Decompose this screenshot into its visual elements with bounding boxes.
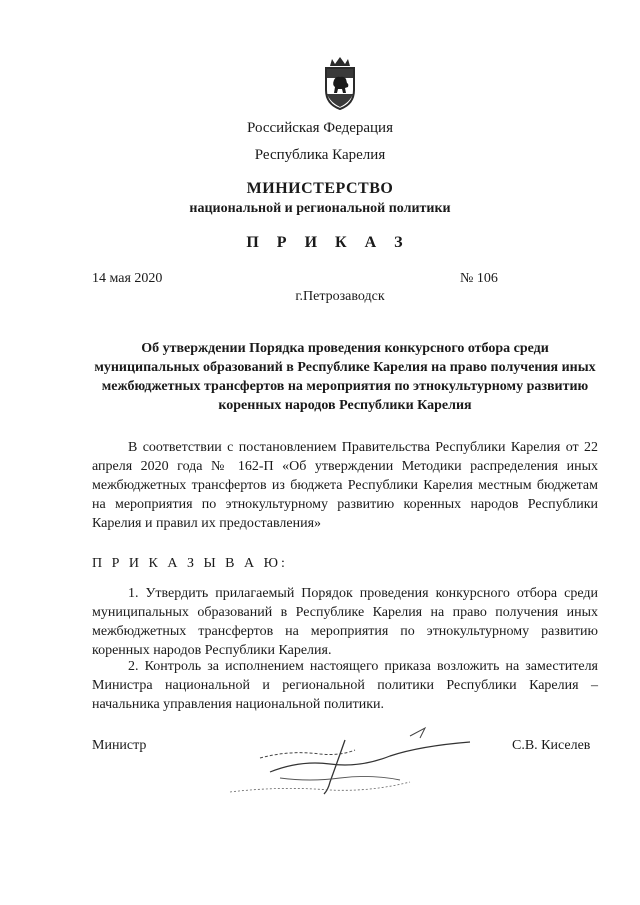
country-line: Российская Федерация: [247, 120, 393, 136]
ministry-subtitle: национальной и региональной политики: [189, 201, 451, 216]
region-line: Республика Карелия: [254, 147, 386, 163]
handwritten-signature: [220, 720, 480, 800]
order-word: П Р И К А З Ы В А Ю:: [92, 556, 288, 571]
document-type: П Р И К А З: [246, 234, 410, 251]
ministry-title: МИНИСТЕРСТВО: [246, 180, 394, 197]
order-item-2: 2. Контроль за исполнением настоящего приказа возложить на заместителя Министра национальной и региональной политики Республики Карелия – начальника управления национальной политики.: [92, 659, 598, 712]
order-number: № 106: [460, 271, 498, 286]
order-city: г.Петрозаводск: [295, 289, 385, 304]
signatory-position: Министр: [92, 738, 147, 753]
order-item-1: 1. Утвердить прилагаемый Порядок проведения конкурсного отбора среди муниципальных образований в Республике Карелия на право получения иных межбюджетных трансфертов на мероприятия по этнокультурному развитию коренных народов Республики Карелия.: [92, 586, 598, 658]
karelia-coat-of-arms-icon: [322, 56, 358, 110]
order-date: 14 мая 2020: [92, 271, 163, 286]
basis-paragraph: В соответствии с постановлением Правительства Республики Карелия от 22 апреля 2020 года № 162-П «Об утверждении Методики распределения иных межбюджетных трансфертов из бюджета Республики Карелия местным бюджетам на мероприятия по этнокультурному развитию коренных народов Республики Карелия и правил их предоставления»: [92, 440, 598, 531]
signatory-name: С.В. Киселев: [512, 738, 591, 753]
order-title: Об утверждении Порядка проведения конкурсного отбора среди муниципальных образований в Республике Карелия на право получения иных межбюджетных трансфертов на мероприятия по этнокультурному развитию коренных народов Республики Карелия: [94, 341, 596, 413]
